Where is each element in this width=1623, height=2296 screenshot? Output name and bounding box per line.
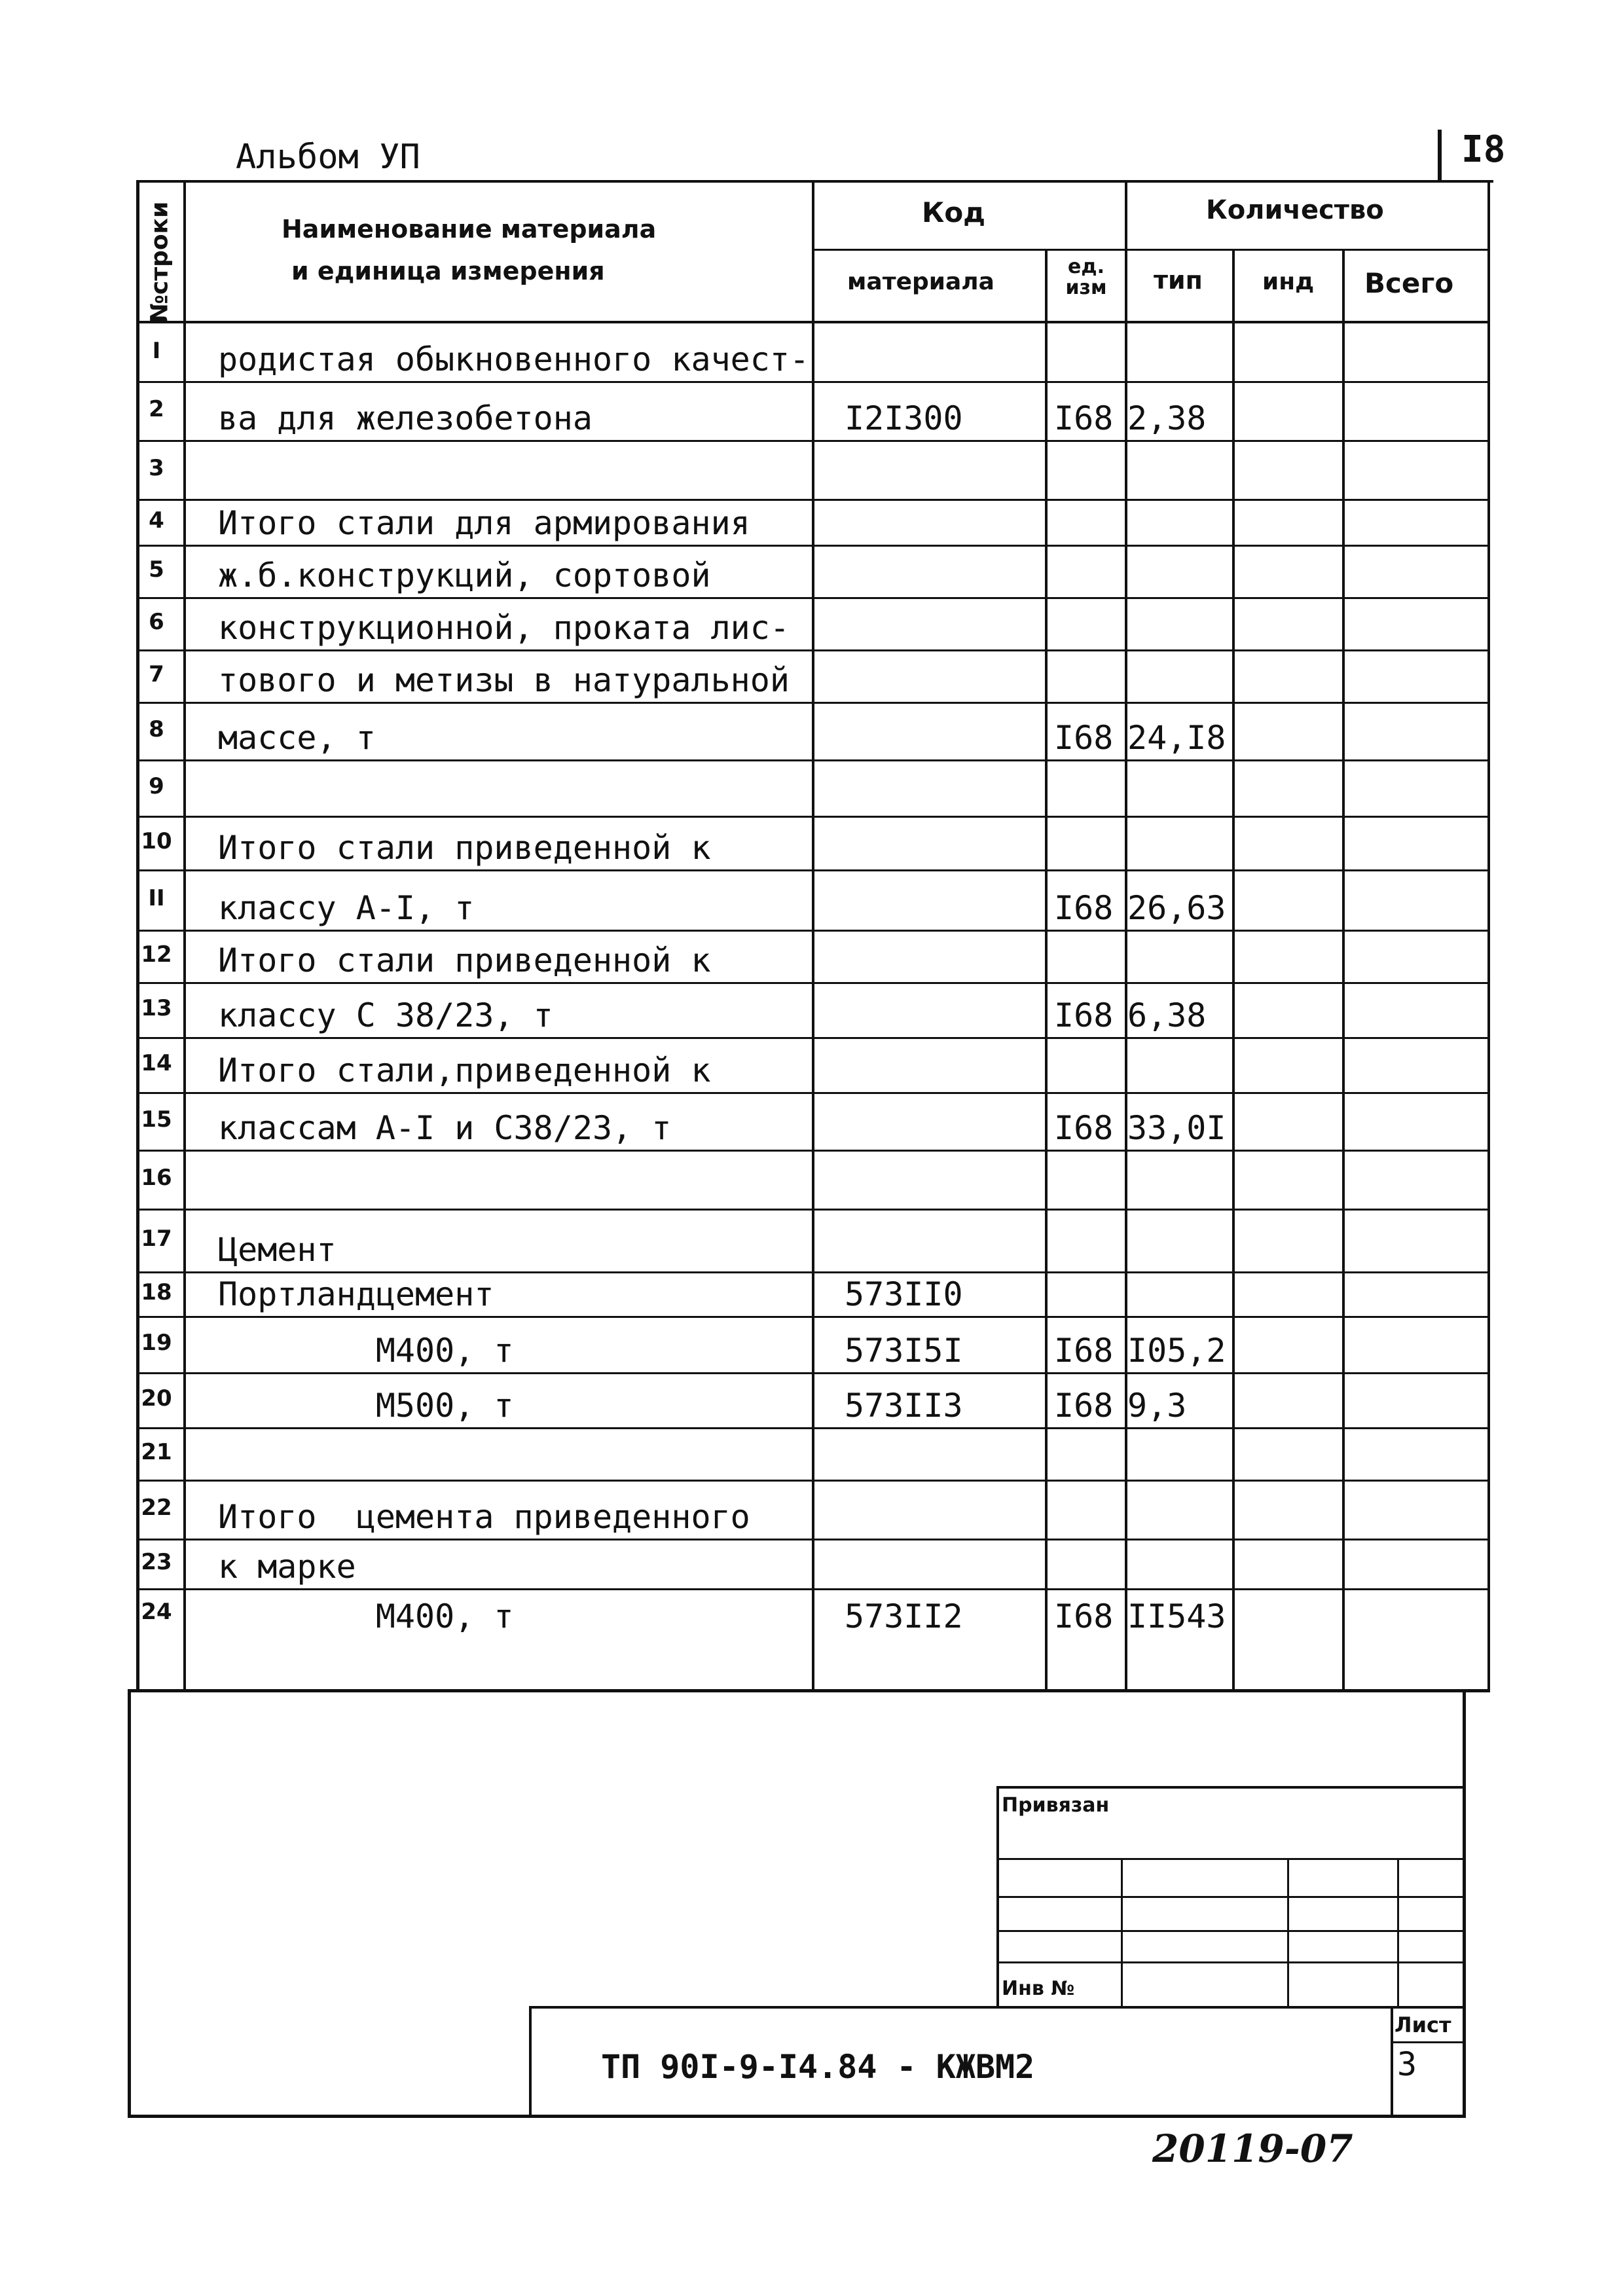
material-name: Итого стали приведенной к bbox=[218, 829, 711, 867]
bound-label: Привязан bbox=[1002, 1794, 1110, 1817]
col-code-unit-header: ед. изм bbox=[1065, 255, 1107, 299]
material-name: ж.б.конструкций, сортовой bbox=[218, 556, 711, 594]
row-number: 23 bbox=[141, 1549, 172, 1575]
row-number: 19 bbox=[141, 1330, 172, 1356]
col-quantity-header: Количество bbox=[1206, 195, 1384, 225]
col-qty-total-header: Всего bbox=[1364, 267, 1454, 299]
material-code: I2I300 bbox=[845, 399, 963, 437]
row-number: 17 bbox=[141, 1226, 172, 1252]
row-number: 9 bbox=[149, 773, 164, 799]
row-number: 24 bbox=[141, 1599, 172, 1625]
material-name: М400, т bbox=[218, 1332, 514, 1370]
row-number: 3 bbox=[149, 455, 164, 481]
col-row-number-header: №строки bbox=[146, 201, 173, 323]
unit-code: I68 bbox=[1054, 889, 1114, 927]
material-code: 573II2 bbox=[845, 1597, 963, 1635]
unit-code: I68 bbox=[1054, 719, 1114, 757]
row-number: 4 bbox=[149, 507, 164, 534]
material-name: Итого стали,приведенной к bbox=[218, 1051, 711, 1089]
quantity-type: 26,63 bbox=[1127, 889, 1226, 927]
header-page-divider bbox=[1438, 130, 1442, 181]
unit-code: I68 bbox=[1054, 1332, 1114, 1370]
material-name: Портландцемент bbox=[218, 1275, 494, 1313]
quantity-type: I05,2 bbox=[1127, 1332, 1226, 1370]
row-number: 6 bbox=[149, 609, 164, 635]
row-number: 18 bbox=[141, 1279, 172, 1305]
material-name: ва для железобетона bbox=[218, 399, 593, 437]
material-name: Итого цемента приведенного bbox=[218, 1498, 750, 1536]
unit-code: I68 bbox=[1054, 1387, 1114, 1425]
material-name: М400, т bbox=[218, 1597, 514, 1635]
handwritten-number: 20119-07 bbox=[1152, 2126, 1353, 2171]
col-name-header-line2: и единица измерения bbox=[291, 257, 605, 285]
quantity-type: 9,3 bbox=[1127, 1387, 1187, 1425]
quantity-type: 33,0I bbox=[1127, 1109, 1226, 1147]
row-number: 15 bbox=[141, 1106, 172, 1133]
quantity-type: 2,38 bbox=[1127, 399, 1207, 437]
row-number: 22 bbox=[141, 1495, 172, 1521]
material-name: Итого стали приведенной к bbox=[218, 941, 711, 979]
unit-code: I68 bbox=[1054, 996, 1114, 1034]
row-number: 7 bbox=[149, 661, 164, 687]
document-code: ТП 90I-9-I4.84 - КЖВМ2 bbox=[601, 2048, 1035, 2086]
row-number: 8 bbox=[149, 716, 164, 742]
album-title: Альбом УП bbox=[236, 137, 420, 177]
row-number: 5 bbox=[149, 556, 164, 583]
row-number: 2 bbox=[149, 396, 164, 422]
col-qty-ind-header: инд bbox=[1262, 268, 1315, 295]
col-qty-type-header: тип bbox=[1154, 266, 1203, 295]
unit-code: I68 bbox=[1054, 399, 1114, 437]
row-number: 10 bbox=[141, 828, 172, 854]
row-number: 14 bbox=[141, 1050, 172, 1076]
material-name: к марке bbox=[218, 1548, 356, 1586]
col-code-header: Код bbox=[922, 196, 986, 228]
col-name-header-line1: Наименование материала bbox=[282, 215, 657, 244]
material-name: М500, т bbox=[218, 1387, 514, 1425]
material-name: массе, т bbox=[218, 719, 376, 757]
row-number: 16 bbox=[141, 1165, 172, 1191]
row-number: I bbox=[152, 338, 161, 364]
row-number: II bbox=[148, 885, 165, 911]
quantity-type: 6,38 bbox=[1127, 996, 1207, 1034]
material-name: родистая обыкновенного качест- bbox=[218, 340, 810, 378]
material-code: 573II0 bbox=[845, 1275, 963, 1313]
material-name: классам А-I и С38/23, т bbox=[218, 1109, 672, 1147]
unit-code: I68 bbox=[1054, 1597, 1114, 1635]
material-name: конструкционной, проката лис- bbox=[218, 609, 790, 647]
page-number: I8 bbox=[1461, 128, 1506, 171]
inventory-label: Инв № bbox=[1002, 1977, 1075, 2000]
row-number: 20 bbox=[141, 1385, 172, 1412]
unit-code: I68 bbox=[1054, 1109, 1114, 1147]
row-number: 13 bbox=[141, 995, 172, 1021]
material-name: тового и метизы в натуральной bbox=[218, 661, 790, 699]
material-name: классу С 38/23, т bbox=[218, 996, 553, 1034]
material-code: 573II3 bbox=[845, 1387, 963, 1425]
sheet-label: Лист bbox=[1395, 2013, 1451, 2037]
row-number: 21 bbox=[141, 1439, 172, 1465]
col-code-material-header: материала bbox=[847, 268, 994, 295]
row-number: 12 bbox=[141, 941, 172, 968]
material-code: 573I5I bbox=[845, 1332, 963, 1370]
material-name: классу А-I, т bbox=[218, 889, 475, 927]
material-name: Цемент bbox=[218, 1231, 337, 1269]
material-name: Итого стали для армирования bbox=[218, 504, 750, 542]
quantity-type: II543 bbox=[1127, 1597, 1226, 1635]
sheet-number: 3 bbox=[1397, 2045, 1417, 2083]
quantity-type: 24,I8 bbox=[1127, 719, 1226, 757]
